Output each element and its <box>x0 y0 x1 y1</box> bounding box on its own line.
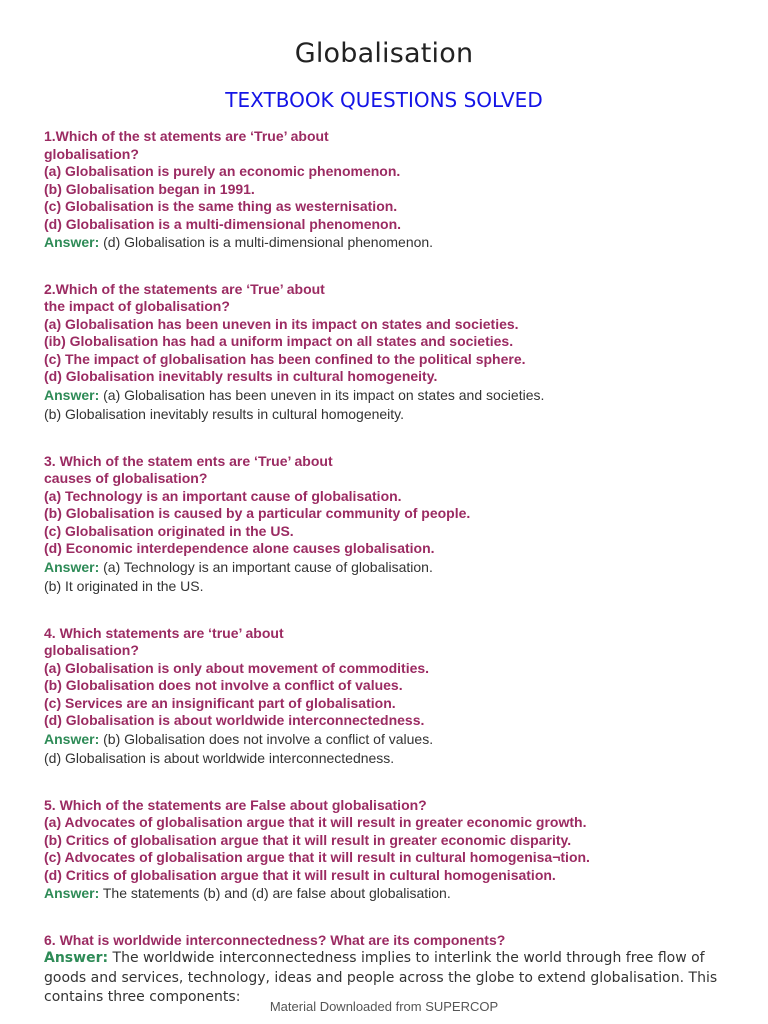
option-d: (d) Globalisation inevitably results in cultural homogeneity. <box>44 368 438 384</box>
question-text: globalisation? <box>44 642 139 658</box>
option-d: (d) Economic interdependence alone causes globalisation. <box>44 540 435 556</box>
option-a: (a) Globalisation has been uneven in its impact on states and societies. <box>44 315 519 332</box>
question-1 <box>44 128 734 253</box>
answer-extra: (b) It originated in the US. <box>44 578 204 594</box>
page-title: Globalisation <box>294 38 474 69</box>
answer-line <box>44 386 734 406</box>
option-b: (b) Critics of globalisation argue that it will result in greater economic disparity. <box>44 831 572 848</box>
questions-content <box>44 128 734 1008</box>
answer-text: The statements (b) and (d) are false about globalisation. <box>99 885 451 901</box>
page-subtitle: TEXTBOOK QUESTIONS SOLVED <box>225 88 543 112</box>
answer-label: Answer: <box>44 730 100 747</box>
option-a: (a) Globalisation is purely an economic phenomenon. <box>44 163 401 179</box>
option-b: (b) Globalisation does not involve a conflict of values. <box>44 677 403 693</box>
option-c: (c) The impact of globalisation has been confined to the political sphere. <box>44 350 526 367</box>
question-text: 6. What is worldwide interconnectedness? What are its components? <box>44 931 506 948</box>
question-text: 4. Which statements are ‘true’ about <box>44 624 284 641</box>
answer-label: Answer: <box>44 234 100 250</box>
answer-label: Answer: <box>44 386 100 403</box>
answer-line <box>44 558 734 578</box>
answer-line <box>44 233 734 253</box>
answer-extra: (b) Globalisation inevitably results in cultural homogeneity. <box>44 406 405 422</box>
question-2 <box>44 281 734 425</box>
answer-label: Answer: <box>44 885 100 901</box>
option-c: (c) Services are an insignificant part of globalisation. <box>44 694 396 711</box>
question-text: causes of globalisation? <box>44 470 208 486</box>
question-text: 5. Which of the statements are False about globalisation? <box>44 796 427 813</box>
option-d: (d) Globalisation is about worldwide interconnectedness. <box>44 712 425 728</box>
answer-text: The worldwide interconnectedness implies to interlink the world through free flow of goods and services, technology, ideas and people across the globe to extend globalisation. This contains three components: <box>44 950 718 1005</box>
option-a: (a) Advocates of globalisation argue that it will result in greater economic growth. <box>44 814 587 830</box>
question-text: 3. Which of the statem ents are ‘True’ about <box>44 452 333 469</box>
option-b: (ib) Globalisation has had a uniform impact on all states and societies. <box>44 333 514 349</box>
option-a: (a) Globalisation is only about movement of commodities. <box>44 659 430 676</box>
option-d: (d) Critics of globalisation argue that it will result in cultural homogenisation. <box>44 866 556 883</box>
answer-text: (a) Technology is an important cause of globalisation. <box>99 558 433 575</box>
answer-line <box>44 730 734 750</box>
option-c: (c) Globalisation is the same thing as westernisation. <box>44 198 398 214</box>
option-b: (b) Globalisation began in 1991. <box>44 180 255 197</box>
option-b: (b) Globalisation is caused by a particular community of people. <box>44 505 471 521</box>
option-d: (d) Globalisation is a multi-dimensional phenomenon. <box>44 215 402 232</box>
answer-line <box>44 884 734 904</box>
answer-text: (d) Globalisation is a multi-dimensional phenomenon. <box>99 234 434 250</box>
option-c: (c) Globalisation originated in the US. <box>44 522 294 539</box>
question-5 <box>44 797 734 904</box>
question-3 <box>44 453 734 597</box>
question-text: 1.Which of the st atements are ‘True’ about <box>44 128 329 144</box>
answer-extra: (d) Globalisation is about worldwide interconnectedness. <box>44 750 395 766</box>
question-text: 2.Which of the statements are ‘True’ about <box>44 280 325 297</box>
option-a: (a) Technology is an important cause of globalisation. <box>44 487 402 504</box>
footer-text: Material Downloaded from SUPERCOP <box>269 999 499 1014</box>
question-text: the impact of globalisation? <box>44 298 230 314</box>
answer-label: Answer: <box>44 950 109 966</box>
answer-text: (b) Globalisation does not involve a conflict of values. <box>99 730 434 747</box>
question-text: globalisation? <box>44 145 139 162</box>
question-6 <box>44 932 734 1008</box>
answer-label: Answer: <box>44 558 100 575</box>
question-4 <box>44 625 734 769</box>
option-c: (c) Advocates of globalisation argue that it will result in cultural homogenisa¬tion. <box>44 849 590 865</box>
answer-text: (a) Globalisation has been uneven in its impact on states and societies. <box>99 386 545 403</box>
